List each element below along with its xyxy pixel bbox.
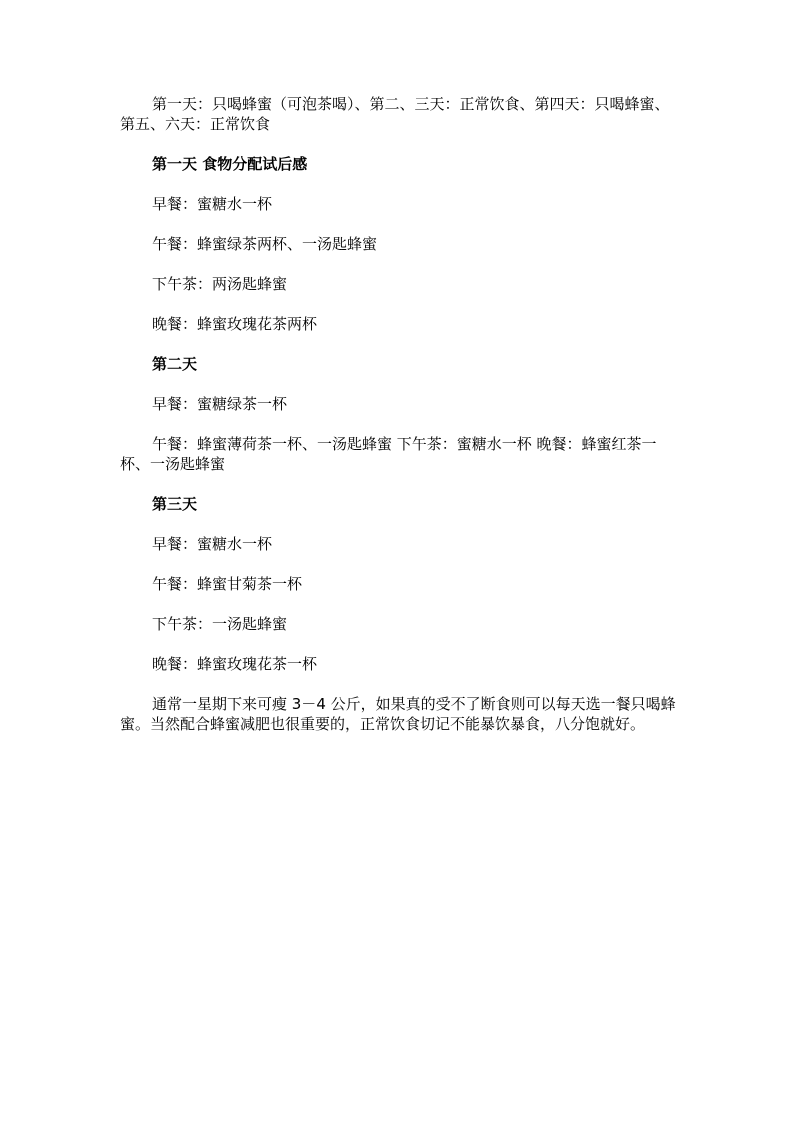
day3-dinner: 晚餐：蜂蜜玫瑰花茶一杯 xyxy=(152,655,318,673)
day2-breakfast: 早餐：蜜糖绿茶一杯 xyxy=(152,395,288,413)
day1-breakfast: 早餐：蜜糖水一杯 xyxy=(152,195,273,213)
day3-afternoon-tea: 下午茶：一汤匙蜂蜜 xyxy=(152,615,288,633)
conclusion-paragraph: 通常一星期下来可瘦 3－4 公斤，如果真的受不了断食则可以每天选一餐只喝蜂蜜。当然配合蜂蜜减肥也很重要的，正常饮食切记不能暴饮暴食，八分饱就好。 xyxy=(120,695,676,733)
day1-heading: 第一天 食物分配试后感 xyxy=(152,155,308,173)
day1-lunch: 午餐：蜂蜜绿茶两杯、一汤匙蜂蜜 xyxy=(152,235,378,253)
day2-meals: 午餐：蜂蜜薄荷茶一杯、一汤匙蜂蜜 下午茶：蜜糖水一杯 晚餐：蜂蜜红茶一杯、一汤匙蜂蜜 xyxy=(120,435,657,473)
day3-lunch: 午餐：蜂蜜甘菊茶一杯 xyxy=(152,575,303,593)
day1-dinner: 晚餐：蜂蜜玫瑰花茶两杯 xyxy=(152,315,318,333)
day3-breakfast: 早餐：蜜糖水一杯 xyxy=(152,535,273,553)
day2-heading: 第二天 xyxy=(152,355,198,373)
day1-afternoon-tea: 下午茶：两汤匙蜂蜜 xyxy=(152,275,288,293)
day3-heading: 第三天 xyxy=(152,495,198,513)
document-body xyxy=(120,94,680,734)
intro-paragraph: 第一天：只喝蜂蜜（可泡茶喝）、第二、三天：正常饮食、第四天：只喝蜂蜜、第五、六天：正常饮食 xyxy=(120,95,670,133)
